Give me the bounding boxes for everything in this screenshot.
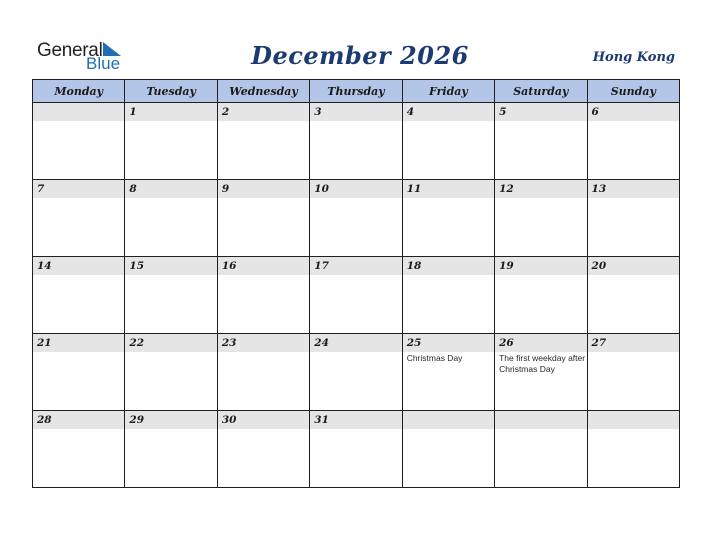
day-cell bbox=[402, 103, 494, 180]
day-number: 26 bbox=[495, 334, 586, 352]
day-cell bbox=[587, 411, 679, 488]
day-number: 27 bbox=[588, 334, 679, 352]
day-number: 4 bbox=[403, 103, 494, 121]
day-cell bbox=[33, 334, 125, 411]
weekday-header-row bbox=[33, 80, 680, 103]
day-cell bbox=[217, 257, 309, 334]
day-number: 25 bbox=[403, 334, 494, 352]
day-cell bbox=[310, 411, 402, 488]
day-cell bbox=[495, 334, 587, 411]
day-cell bbox=[402, 334, 494, 411]
week-row bbox=[33, 411, 680, 488]
day-cell bbox=[587, 257, 679, 334]
day-cell bbox=[402, 180, 494, 257]
day-number bbox=[33, 103, 124, 121]
day-number: 7 bbox=[33, 180, 124, 198]
logo-word-blue: Blue bbox=[86, 54, 121, 73]
day-cell bbox=[125, 411, 217, 488]
day-number: 6 bbox=[588, 103, 679, 121]
weekday-header: Friday bbox=[402, 80, 494, 103]
week-row bbox=[33, 334, 680, 411]
day-number: 11 bbox=[403, 180, 494, 198]
day-cell bbox=[217, 103, 309, 180]
country-label: Hong Kong bbox=[592, 50, 675, 65]
day-number: 13 bbox=[588, 180, 679, 198]
weekday-header: Monday bbox=[33, 80, 125, 103]
day-cell bbox=[495, 180, 587, 257]
day-cell bbox=[125, 103, 217, 180]
day-cell bbox=[402, 411, 494, 488]
day-number: 17 bbox=[310, 257, 401, 275]
week-row bbox=[33, 257, 680, 334]
day-number: 20 bbox=[588, 257, 679, 275]
day-number: 19 bbox=[495, 257, 586, 275]
day-number: 5 bbox=[495, 103, 586, 121]
weekday-header: Sunday bbox=[587, 80, 679, 103]
day-cell bbox=[33, 257, 125, 334]
calendar-grid bbox=[32, 79, 680, 488]
day-cell bbox=[310, 103, 402, 180]
day-number: 3 bbox=[310, 103, 401, 121]
day-cell bbox=[587, 103, 679, 180]
weekday-header: Wednesday bbox=[217, 80, 309, 103]
day-cell bbox=[125, 334, 217, 411]
day-number: 29 bbox=[125, 411, 216, 429]
day-cell bbox=[310, 180, 402, 257]
day-cell bbox=[587, 334, 679, 411]
day-cell bbox=[495, 257, 587, 334]
day-number: 8 bbox=[125, 180, 216, 198]
day-number: 12 bbox=[495, 180, 586, 198]
day-cell bbox=[125, 180, 217, 257]
day-cell bbox=[310, 334, 402, 411]
generalblue-logo bbox=[37, 40, 132, 74]
logo-word-general: General bbox=[37, 40, 103, 61]
week-row bbox=[33, 103, 680, 180]
day-number: 31 bbox=[310, 411, 401, 429]
day-cell bbox=[495, 411, 587, 488]
day-cell bbox=[33, 180, 125, 257]
holiday-label: Christmas Day bbox=[406, 353, 463, 363]
day-cell bbox=[33, 103, 125, 180]
day-number: 10 bbox=[310, 180, 401, 198]
day-number: 1 bbox=[125, 103, 216, 121]
weekday-header: Saturday bbox=[495, 80, 587, 103]
day-cell bbox=[495, 103, 587, 180]
day-number: 2 bbox=[218, 103, 309, 121]
day-cell bbox=[587, 180, 679, 257]
day-number: 18 bbox=[403, 257, 494, 275]
day-number: 22 bbox=[125, 334, 216, 352]
day-number: 14 bbox=[33, 257, 124, 275]
holiday-label: The first weekday after Christmas Day bbox=[499, 353, 586, 374]
day-cell bbox=[402, 257, 494, 334]
day-number: 28 bbox=[33, 411, 124, 429]
day-cell bbox=[125, 257, 217, 334]
day-number: 23 bbox=[218, 334, 309, 352]
day-number bbox=[403, 411, 494, 429]
day-number: 24 bbox=[310, 334, 401, 352]
day-cell bbox=[217, 411, 309, 488]
day-number: 30 bbox=[218, 411, 309, 429]
week-row bbox=[33, 180, 680, 257]
day-cell bbox=[33, 411, 125, 488]
day-number: 15 bbox=[125, 257, 216, 275]
day-number: 21 bbox=[33, 334, 124, 352]
day-number: 9 bbox=[218, 180, 309, 198]
day-cell bbox=[310, 257, 402, 334]
weekday-header: Tuesday bbox=[125, 80, 217, 103]
weekday-header: Thursday bbox=[310, 80, 402, 103]
day-number bbox=[588, 411, 679, 429]
day-cell bbox=[217, 334, 309, 411]
page-title: December 2026 bbox=[251, 41, 469, 70]
day-cell bbox=[217, 180, 309, 257]
day-number bbox=[495, 411, 586, 429]
day-number: 16 bbox=[218, 257, 309, 275]
